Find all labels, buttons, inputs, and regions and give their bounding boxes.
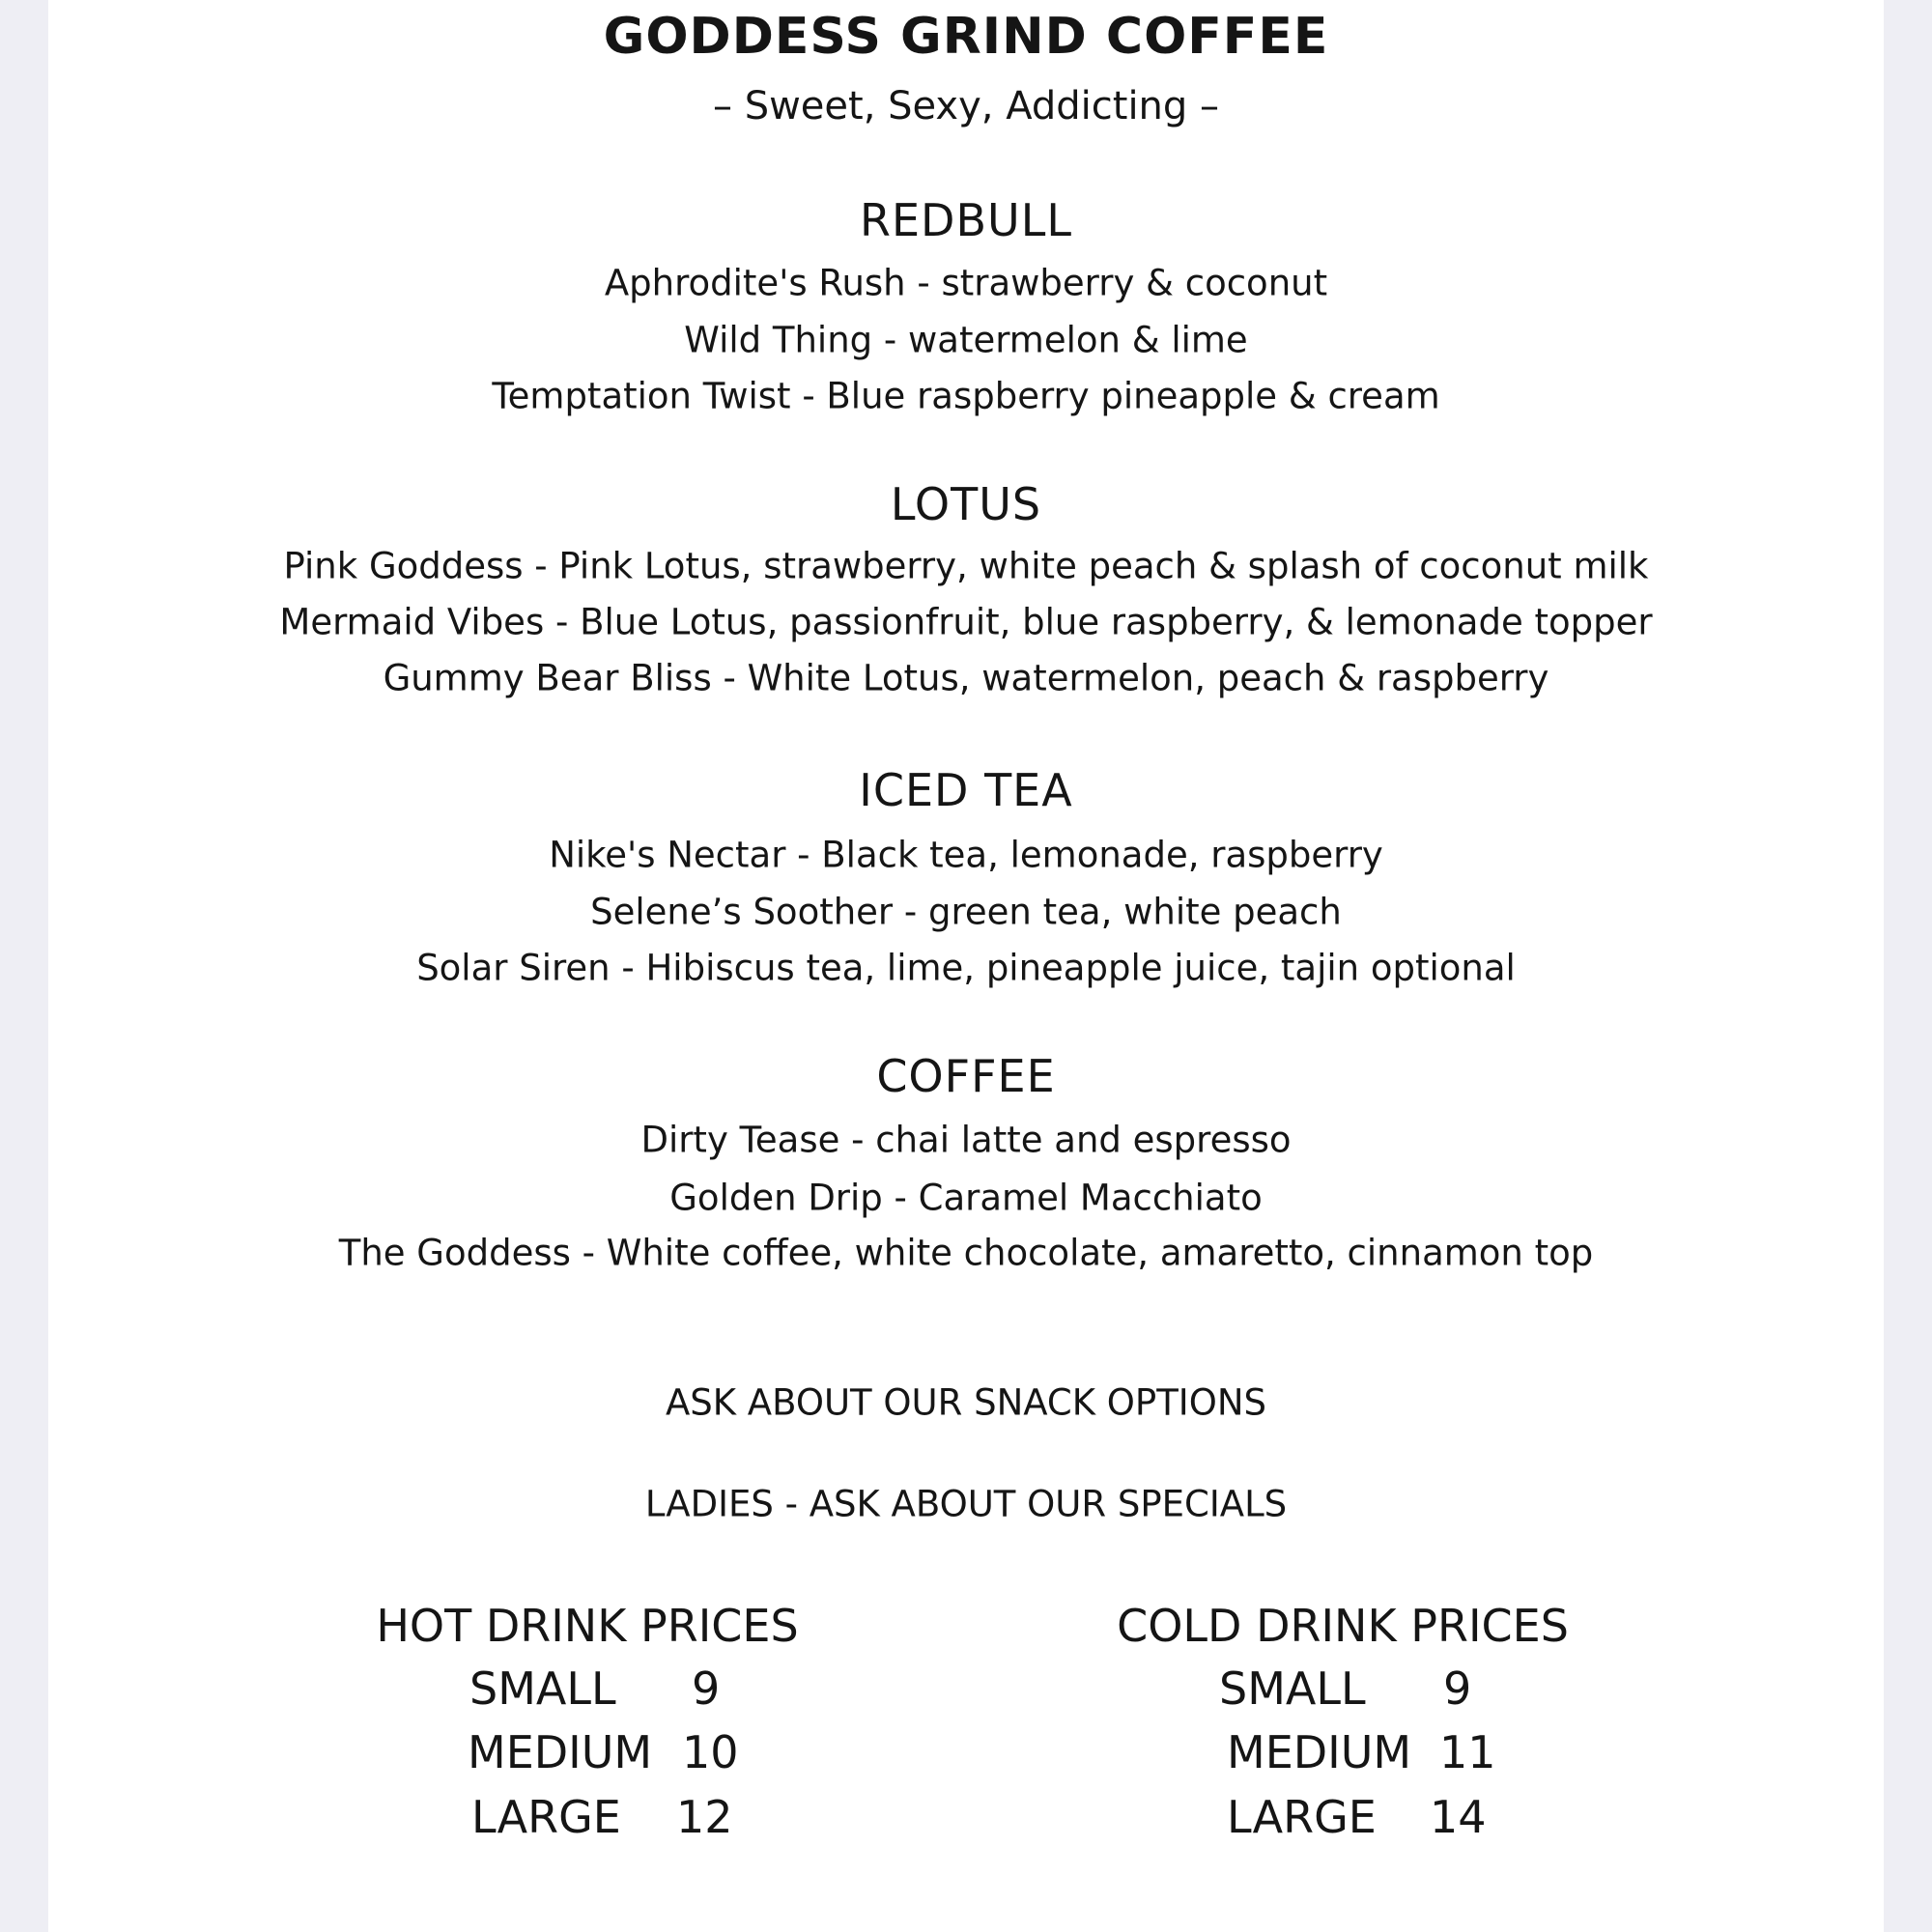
price-value: 14: [1430, 1791, 1487, 1843]
price-value: 10: [682, 1726, 739, 1778]
size-label: SMALL: [469, 1662, 616, 1715]
section-heading-coffee: COFFEE: [876, 1050, 1056, 1102]
hot-price-row: [249, 1662, 925, 1720]
hot-price-row: [249, 1726, 925, 1784]
menu-item: Gummy Bear Bliss - White Lotus, watermelon, peach & raspberry: [383, 657, 1549, 699]
snack-options-notice: ASK ABOUT OUR SNACK OPTIONS: [665, 1381, 1267, 1424]
size-label: MEDIUM: [1227, 1726, 1412, 1778]
cold-price-title: COLD DRINK PRICES: [1117, 1600, 1569, 1652]
hot-price-row: [249, 1791, 925, 1849]
menu-item: Mermaid Vibes - Blue Lotus, passionfruit, blue raspberry, & lemonade topper: [279, 601, 1653, 643]
price-value: 12: [676, 1791, 733, 1843]
menu-item: Aphrodite's Rush - strawberry & coconut: [604, 262, 1328, 304]
menu-item: Golden Drip - Caramel Macchiato: [669, 1177, 1263, 1219]
menu-item: The Goddess - White coffee, white chocolate, amaretto, cinnamon top: [338, 1232, 1594, 1274]
menu-title: GODDESS GRIND COFFEE: [603, 8, 1329, 66]
specials-notice: LADIES - ASK ABOUT OUR SPECIALS: [644, 1483, 1288, 1525]
menu-item: Solar Siren - Hibiscus tea, lime, pineapple juice, tajin optional: [416, 947, 1516, 989]
section-heading-lotus: LOTUS: [890, 478, 1042, 530]
price-value: 9: [692, 1662, 721, 1715]
size-label: SMALL: [1219, 1662, 1366, 1715]
size-label: MEDIUM: [468, 1726, 653, 1778]
price-value: 11: [1439, 1726, 1496, 1778]
menu-item: Nike's Nectar - Black tea, lemonade, raspberry: [549, 834, 1383, 876]
menu-item: Pink Goddess - Pink Lotus, strawberry, white peach & splash of coconut milk: [283, 545, 1649, 587]
menu-item: Wild Thing - watermelon & lime: [684, 319, 1248, 361]
section-heading-iced-tea: ICED TEA: [859, 764, 1073, 816]
menu-item: Selene’s Soother - green tea, white peach: [590, 891, 1342, 933]
cold-price-row: [1005, 1662, 1681, 1720]
hot-price-title: HOT DRINK PRICES: [376, 1600, 799, 1652]
cold-price-row: [1005, 1791, 1681, 1849]
menu-item: Dirty Tease - chai latte and espresso: [640, 1119, 1292, 1161]
section-heading-redbull: REDBULL: [860, 194, 1072, 246]
menu-tagline: – Sweet, Sexy, Addicting –: [712, 84, 1220, 128]
menu-item: Temptation Twist - Blue raspberry pineapple & cream: [492, 375, 1440, 417]
price-value: 9: [1443, 1662, 1472, 1715]
size-label: LARGE: [1227, 1791, 1377, 1843]
size-label: LARGE: [471, 1791, 621, 1843]
cold-price-row: [1005, 1726, 1681, 1784]
